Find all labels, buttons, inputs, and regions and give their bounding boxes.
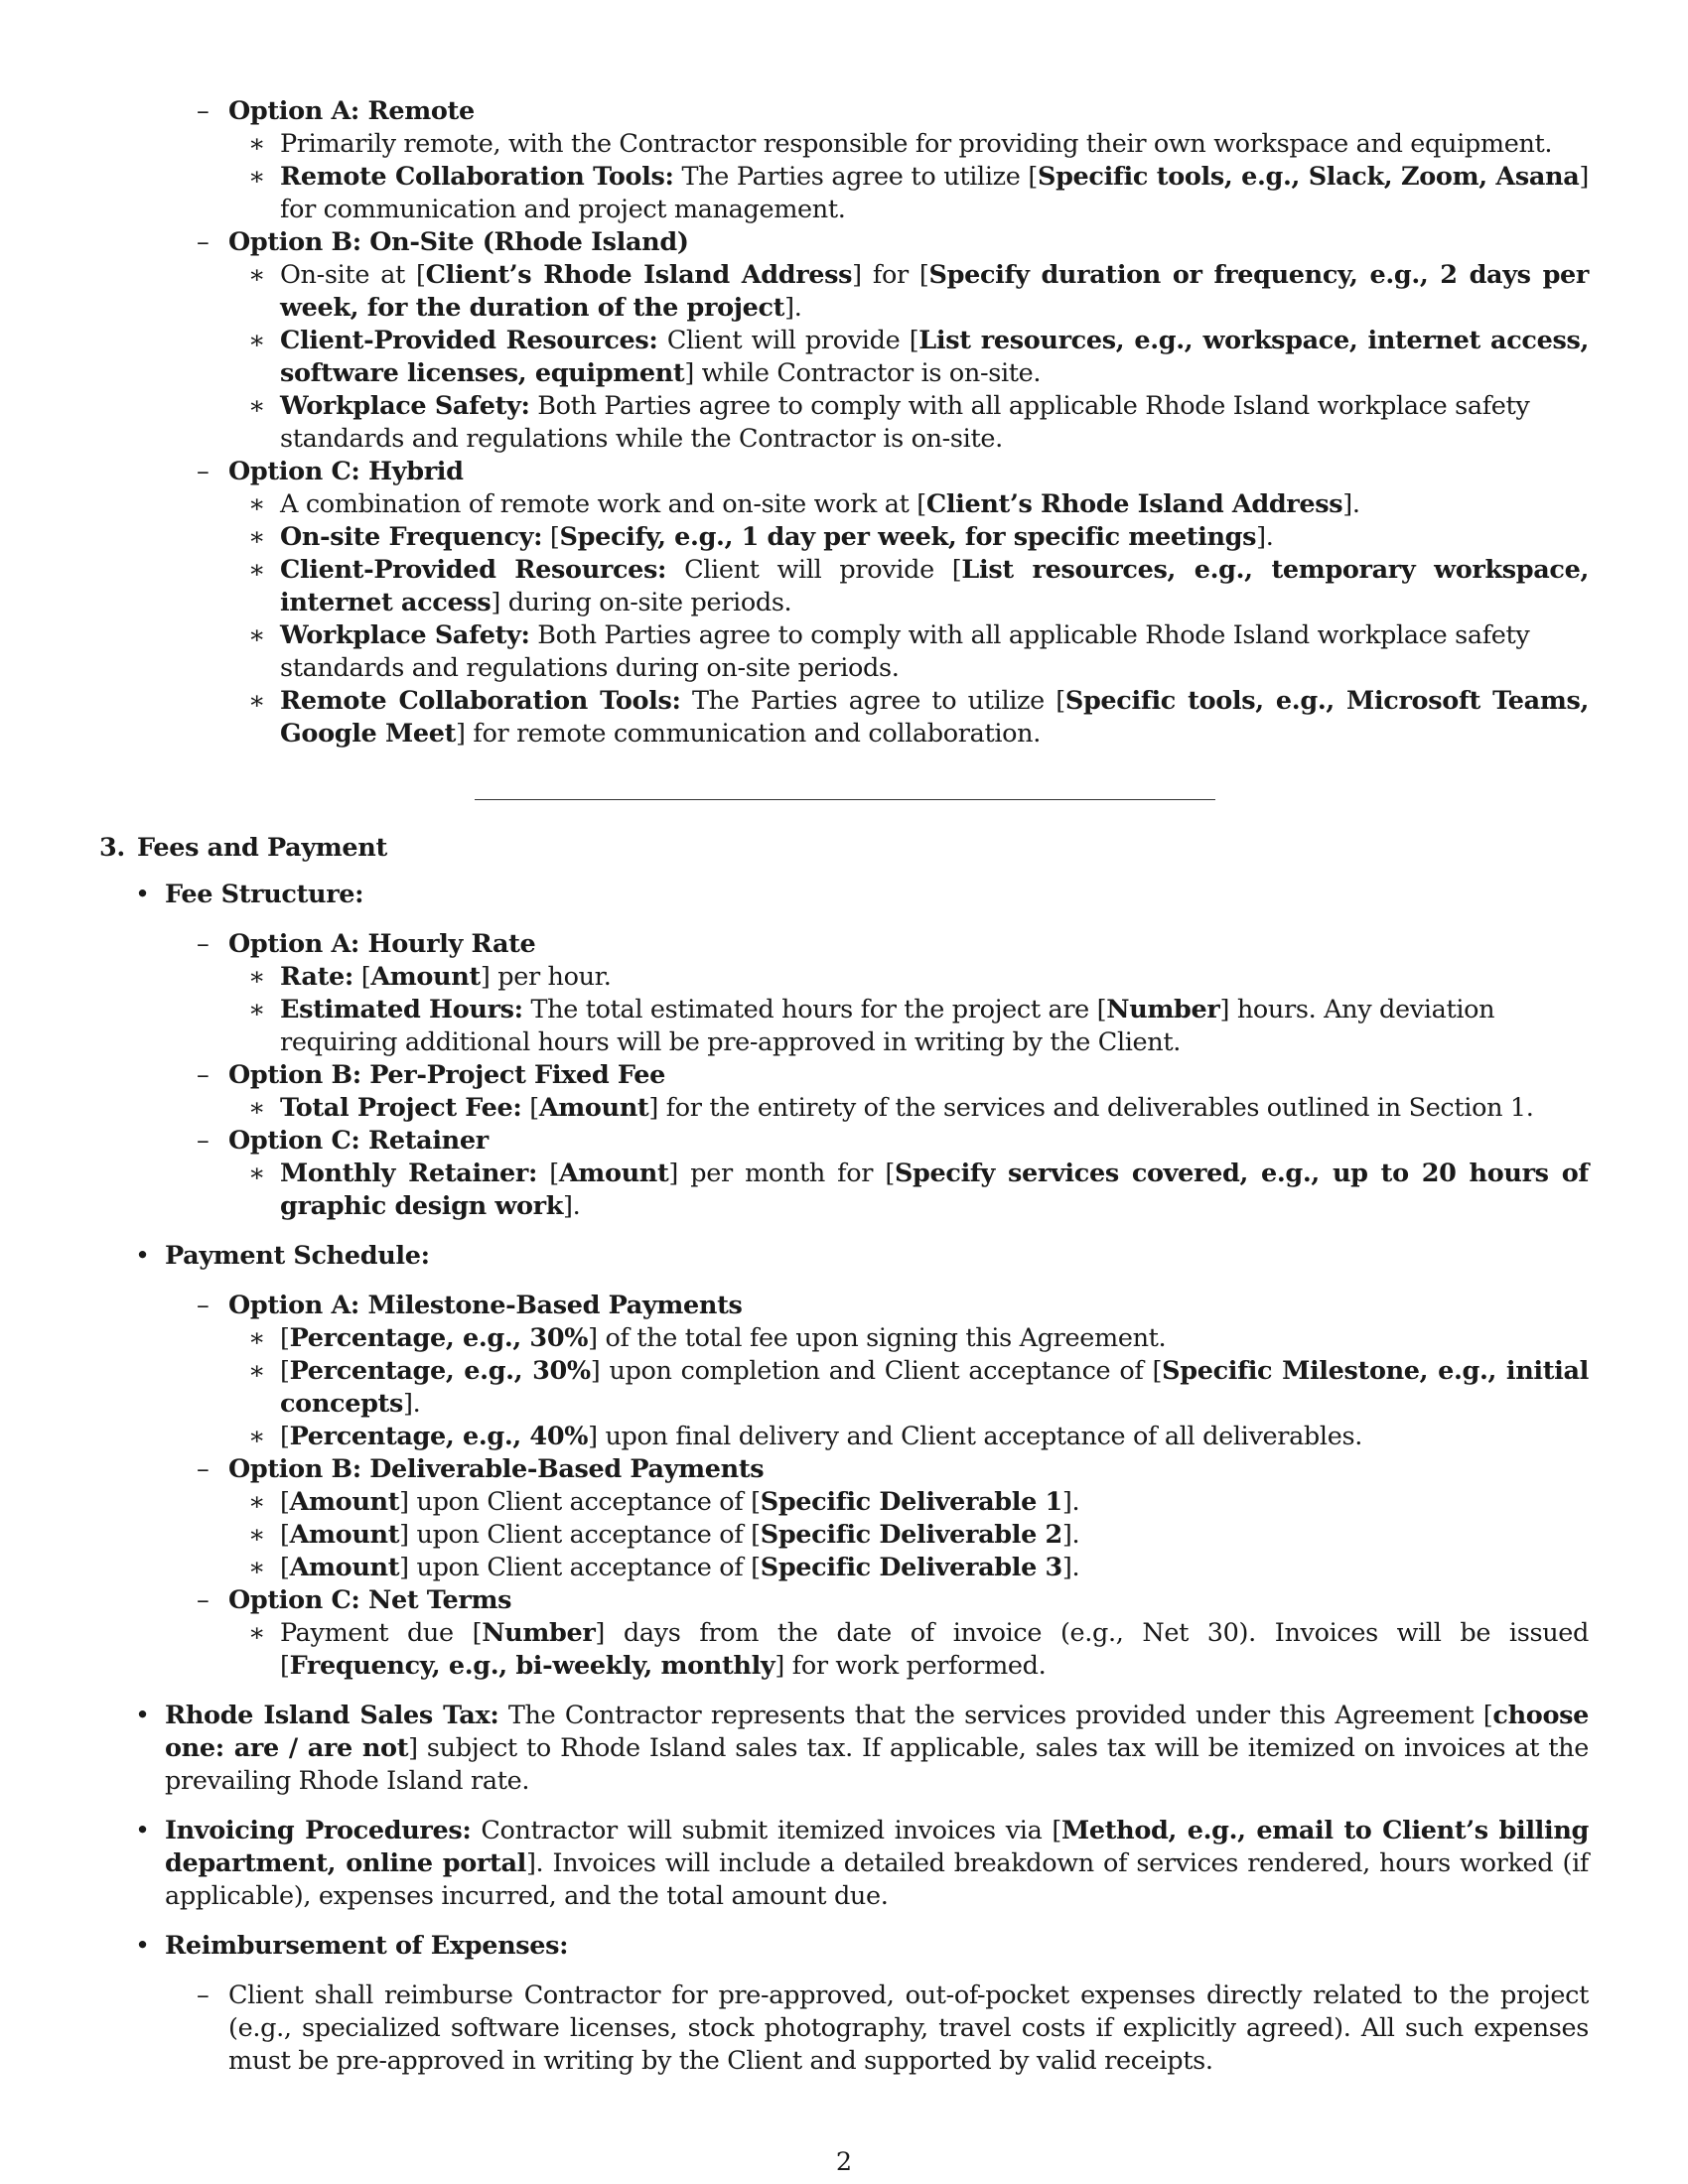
item-text: ] upon completion and Client acceptance of [: [590, 1356, 1163, 1386]
placeholder-text: Client’s Rhode Island Address: [425, 260, 853, 290]
list-item: [99, 619, 1589, 685]
item-label: Rate:: [280, 962, 353, 992]
option-title: Option A: Remote: [228, 96, 475, 126]
item-label: Client-Provided Resources:: [280, 555, 667, 585]
star-marker: ∗: [248, 260, 265, 290]
item-text: ]. Invoices will include a detailed breakdown of services rendered, hours worked (if applicable), expenses incurred, and the total amount due.: [165, 1848, 1589, 1911]
item-label: Client-Provided Resources:: [280, 326, 658, 355]
option-title: Option A: Milestone-Based Payments: [228, 1291, 743, 1320]
document-body: [99, 95, 1589, 2078]
option-title: Option B: Per-Project Fixed Fee: [228, 1060, 665, 1090]
item-text: Both Parties agree to comply with all applicable Rhode Island workplace safety standards and regulations during on-site periods.: [280, 620, 1530, 683]
item-text: The Parties agree to utilize [: [680, 686, 1065, 716]
dash-marker: –: [197, 929, 210, 959]
bullet-marker: •: [135, 1931, 150, 1961]
placeholder-text: List resources, e.g., workspace, internet access, software licenses, equipment: [280, 326, 1589, 388]
placeholder-text: Client’s Rhode Island Address: [925, 489, 1343, 519]
item-text: ] while Contractor is on-site.: [684, 358, 1042, 388]
item-text: ] days from the date of invoice (e.g., Net 30). Invoices will be issued [: [280, 1618, 1589, 1681]
list-item: [99, 1519, 1589, 1552]
dash-marker: –: [197, 457, 210, 486]
placeholder-text: Percentage, e.g., 30%: [289, 1356, 591, 1386]
placeholder-text: Specific Deliverable 2: [760, 1520, 1062, 1550]
section-number: 3.: [99, 833, 125, 863]
item-label: Workplace Safety:: [280, 620, 530, 650]
list-item: [99, 390, 1589, 456]
star-marker: ∗: [248, 1422, 265, 1451]
item-text: The Contractor represents that the services provided under this Agreement [: [498, 1701, 1493, 1730]
item-text: The Parties agree to utilize [: [673, 162, 1038, 192]
payment-option-c: [99, 1584, 1589, 1617]
item-label: Estimated Hours:: [280, 995, 523, 1024]
list-item: [99, 1617, 1589, 1683]
reimbursement-text: [99, 1979, 1589, 2078]
item-text: [: [521, 1093, 539, 1123]
item-text: ].: [1061, 1553, 1080, 1582]
placeholder-text: List resources, e.g., temporary workspace, internet access: [280, 555, 1590, 617]
item-text: ] for work performed.: [774, 1651, 1047, 1681]
payment-option-b: [99, 1453, 1589, 1486]
section-title: Fees and Payment: [137, 833, 387, 863]
section-heading: [99, 832, 1589, 865]
spacer: [99, 1798, 1589, 1815]
list-item: [99, 488, 1589, 521]
item-text: Both Parties agree to comply with all applicable Rhode Island workplace safety standards and regulations while the Contractor is on-site.: [280, 391, 1530, 454]
page-number: 2: [835, 2147, 853, 2177]
list-item: [99, 259, 1589, 325]
option-title: Option B: Deliverable-Based Payments: [228, 1454, 765, 1484]
star-marker: ∗: [248, 326, 265, 355]
dash-marker: –: [197, 227, 210, 257]
option-title: Option C: Retainer: [228, 1126, 489, 1156]
placeholder-text: Specify services covered, e.g., up to 20 hours of graphic design work: [280, 1159, 1589, 1221]
star-marker: ∗: [248, 129, 265, 159]
item-label: Workplace Safety:: [280, 391, 530, 421]
dash-marker: –: [197, 1980, 210, 2010]
list-item: [99, 961, 1589, 994]
star-marker: ∗: [248, 1520, 265, 1550]
item-text: ] of the total fee upon signing this Agreement.: [588, 1323, 1167, 1353]
placeholder-text: Amount: [370, 962, 481, 992]
option-title: Option C: Net Terms: [228, 1585, 512, 1615]
horizontal-rule: [475, 799, 1215, 800]
fee-structure: [99, 879, 1589, 911]
bullet-label: Reimbursement of Expenses:: [165, 1931, 569, 1961]
item-text: On-site at [: [280, 260, 426, 290]
bracket-open: [: [280, 1356, 290, 1386]
placeholder-text: choose one: are / are not: [165, 1701, 1589, 1763]
item-label: Remote Collaboration Tools:: [280, 686, 681, 716]
list-item: [99, 1486, 1589, 1519]
payment-schedule: [99, 1240, 1589, 1273]
star-marker: ∗: [248, 1159, 265, 1188]
placeholder-text: Specific tools, e.g., Slack, Zoom, Asana: [1038, 162, 1580, 192]
item-text: ] during on-site periods.: [491, 588, 792, 617]
placeholder-text: Number: [482, 1618, 596, 1648]
bullet-marker: •: [135, 1241, 150, 1271]
dash-marker: –: [197, 1585, 210, 1615]
fee-option-b: [99, 1059, 1589, 1092]
item-label: On-site Frequency:: [280, 522, 543, 552]
dash-marker: –: [197, 1060, 210, 1090]
star-marker: ∗: [248, 1323, 265, 1353]
star-marker: ∗: [248, 1487, 265, 1517]
item-text: The total estimated hours for the project are [: [522, 995, 1107, 1024]
placeholder-text: Amount: [538, 1093, 649, 1123]
item-text: ] upon Client acceptance of [: [399, 1487, 761, 1517]
item-text: Contractor will submit itemized invoices via [: [471, 1816, 1061, 1845]
item-text: ].: [1256, 522, 1274, 552]
item-label: Total Project Fee:: [280, 1093, 522, 1123]
option-a-remote: [99, 95, 1589, 128]
placeholder-text: Specific Deliverable 1: [760, 1487, 1062, 1517]
list-item: [99, 161, 1589, 226]
item-text: ] upon Client acceptance of [: [399, 1553, 761, 1582]
star-marker: ∗: [248, 1356, 265, 1386]
item-label: Remote Collaboration Tools:: [280, 162, 674, 192]
item-text: Primarily remote, with the Contractor responsible for providing their own workspace and equipment.: [280, 129, 1553, 159]
placeholder-text: Frequency, e.g., bi-weekly, monthly: [289, 1651, 775, 1681]
item-text: ] per hour.: [480, 962, 612, 992]
item-text: ].: [403, 1389, 421, 1419]
spacer: [99, 1273, 1589, 1290]
list-item: [99, 554, 1589, 619]
dash-marker: –: [197, 1291, 210, 1320]
item-text: ].: [784, 293, 802, 323]
placeholder-text: Amount: [289, 1487, 400, 1517]
item-text: ].: [1342, 489, 1360, 519]
option-b-onsite: [99, 226, 1589, 259]
star-marker: ∗: [248, 522, 265, 552]
list-item: [99, 1355, 1589, 1421]
payment-option-a: [99, 1290, 1589, 1322]
bullet-label: Fee Structure:: [165, 880, 364, 909]
bullet-marker: •: [135, 1701, 150, 1730]
option-title: Option C: Hybrid: [228, 457, 464, 486]
fee-option-a: [99, 928, 1589, 961]
invoicing-procedures: [99, 1815, 1589, 1913]
placeholder-text: Specific Milestone, e.g., initial concepts: [280, 1356, 1590, 1419]
list-item: [99, 521, 1589, 554]
bullet-marker: •: [135, 1816, 150, 1845]
placeholder-text: Specify, e.g., 1 day per week, for specific meetings: [559, 522, 1257, 552]
placeholder-text: Percentage, e.g., 30%: [289, 1323, 589, 1353]
star-marker: ∗: [248, 686, 265, 716]
item-text: [: [537, 1159, 559, 1188]
placeholder-text: Method, e.g., email to Client’s billing department, online portal: [165, 1816, 1590, 1878]
item-text: ] for [: [852, 260, 929, 290]
star-marker: ∗: [248, 1618, 265, 1648]
star-marker: ∗: [248, 1093, 265, 1123]
item-text: [: [352, 962, 371, 992]
bullet-marker: •: [135, 880, 150, 909]
item-text: Client shall reimburse Contractor for pre-approved, out-of-pocket expenses directly related to the project (e.g., specialized software licenses, stock photography, travel costs if explicitly agreed). All such expenses must be pre-approved in writing by the Client and supported by valid receipts.: [228, 1980, 1589, 2076]
list-item: [99, 325, 1589, 390]
bracket-open: [: [280, 1520, 290, 1550]
star-marker: ∗: [248, 489, 265, 519]
item-text: ].: [1061, 1487, 1080, 1517]
star-marker: ∗: [248, 555, 265, 585]
bracket-open: [: [280, 1323, 290, 1353]
item-text: ] for remote communication and collaboration.: [456, 719, 1041, 749]
sales-tax: [99, 1700, 1589, 1798]
item-text: ].: [1061, 1520, 1080, 1550]
spacer: [99, 1963, 1589, 1979]
placeholder-text: Amount: [289, 1520, 400, 1550]
placeholder-text: Number: [1106, 995, 1220, 1024]
list-item: [99, 685, 1589, 751]
reimbursement: [99, 1930, 1589, 1963]
placeholder-text: Amount: [289, 1553, 400, 1582]
item-text: ] for the entirety of the services and deliverables outlined in Section 1.: [648, 1093, 1534, 1123]
bullet-label: Payment Schedule:: [165, 1241, 430, 1271]
item-text: ].: [563, 1191, 581, 1221]
spacer: [99, 911, 1589, 928]
spacer: [99, 865, 1589, 879]
placeholder-text: Percentage, e.g., 40%: [289, 1422, 589, 1451]
placeholder-text: Specific tools, e.g., Microsoft Teams, Google Meet: [280, 686, 1589, 749]
item-text: ] hours. Any deviation requiring additional hours will be pre-approved in writing by the Client.: [280, 995, 1495, 1057]
item-label: Monthly Retainer:: [280, 1159, 538, 1188]
list-item: [99, 994, 1589, 1059]
item-text: ] upon Client acceptance of [: [399, 1520, 761, 1550]
item-text: A combination of remote work and on-site work at [: [280, 489, 926, 519]
list-item: [99, 1421, 1589, 1453]
list-item: [99, 1158, 1589, 1223]
spacer: [99, 1913, 1589, 1930]
dash-marker: –: [197, 96, 210, 126]
item-text: Client will provide [: [666, 555, 962, 585]
list-item: [99, 128, 1589, 161]
star-marker: ∗: [248, 162, 265, 192]
star-marker: ∗: [248, 962, 265, 992]
item-text: ] for communication and project management.: [280, 162, 1590, 224]
placeholder-text: Amount: [558, 1159, 669, 1188]
item-text: ] upon final delivery and Client acceptance of all deliverables.: [588, 1422, 1362, 1451]
star-marker: ∗: [248, 620, 265, 650]
option-title: Option A: Hourly Rate: [228, 929, 536, 959]
spacer: [99, 1223, 1589, 1240]
star-marker: ∗: [248, 995, 265, 1024]
item-text: ] subject to Rhode Island sales tax. If applicable, sales tax will be itemized on invoices at the prevailing Rhode Island rate.: [165, 1733, 1589, 1796]
star-marker: ∗: [248, 391, 265, 421]
fee-option-c: [99, 1125, 1589, 1158]
item-text: Payment due [: [280, 1618, 483, 1648]
spacer: [99, 1683, 1589, 1700]
dash-marker: –: [197, 1454, 210, 1484]
star-marker: ∗: [248, 1553, 265, 1582]
bracket-open: [: [280, 1553, 290, 1582]
placeholder-text: Specify duration or frequency, e.g., 2 days per week, for the duration of the project: [280, 260, 1590, 323]
item-text: ] per month for [: [668, 1159, 895, 1188]
option-title: Option B: On-Site (Rhode Island): [228, 227, 689, 257]
option-c-hybrid: [99, 456, 1589, 488]
section-gap: [99, 751, 1589, 832]
bullet-label: Rhode Island Sales Tax:: [165, 1701, 499, 1730]
list-item: [99, 1092, 1589, 1125]
dash-marker: –: [197, 1126, 210, 1156]
item-text: Client will provide [: [657, 326, 919, 355]
item-text: [: [542, 522, 560, 552]
list-item: [99, 1552, 1589, 1584]
placeholder-text: Specific Deliverable 3: [760, 1553, 1062, 1582]
bullet-label: Invoicing Procedures:: [165, 1816, 472, 1845]
bracket-open: [: [280, 1487, 290, 1517]
bracket-open: [: [280, 1422, 290, 1451]
list-item: [99, 1322, 1589, 1355]
